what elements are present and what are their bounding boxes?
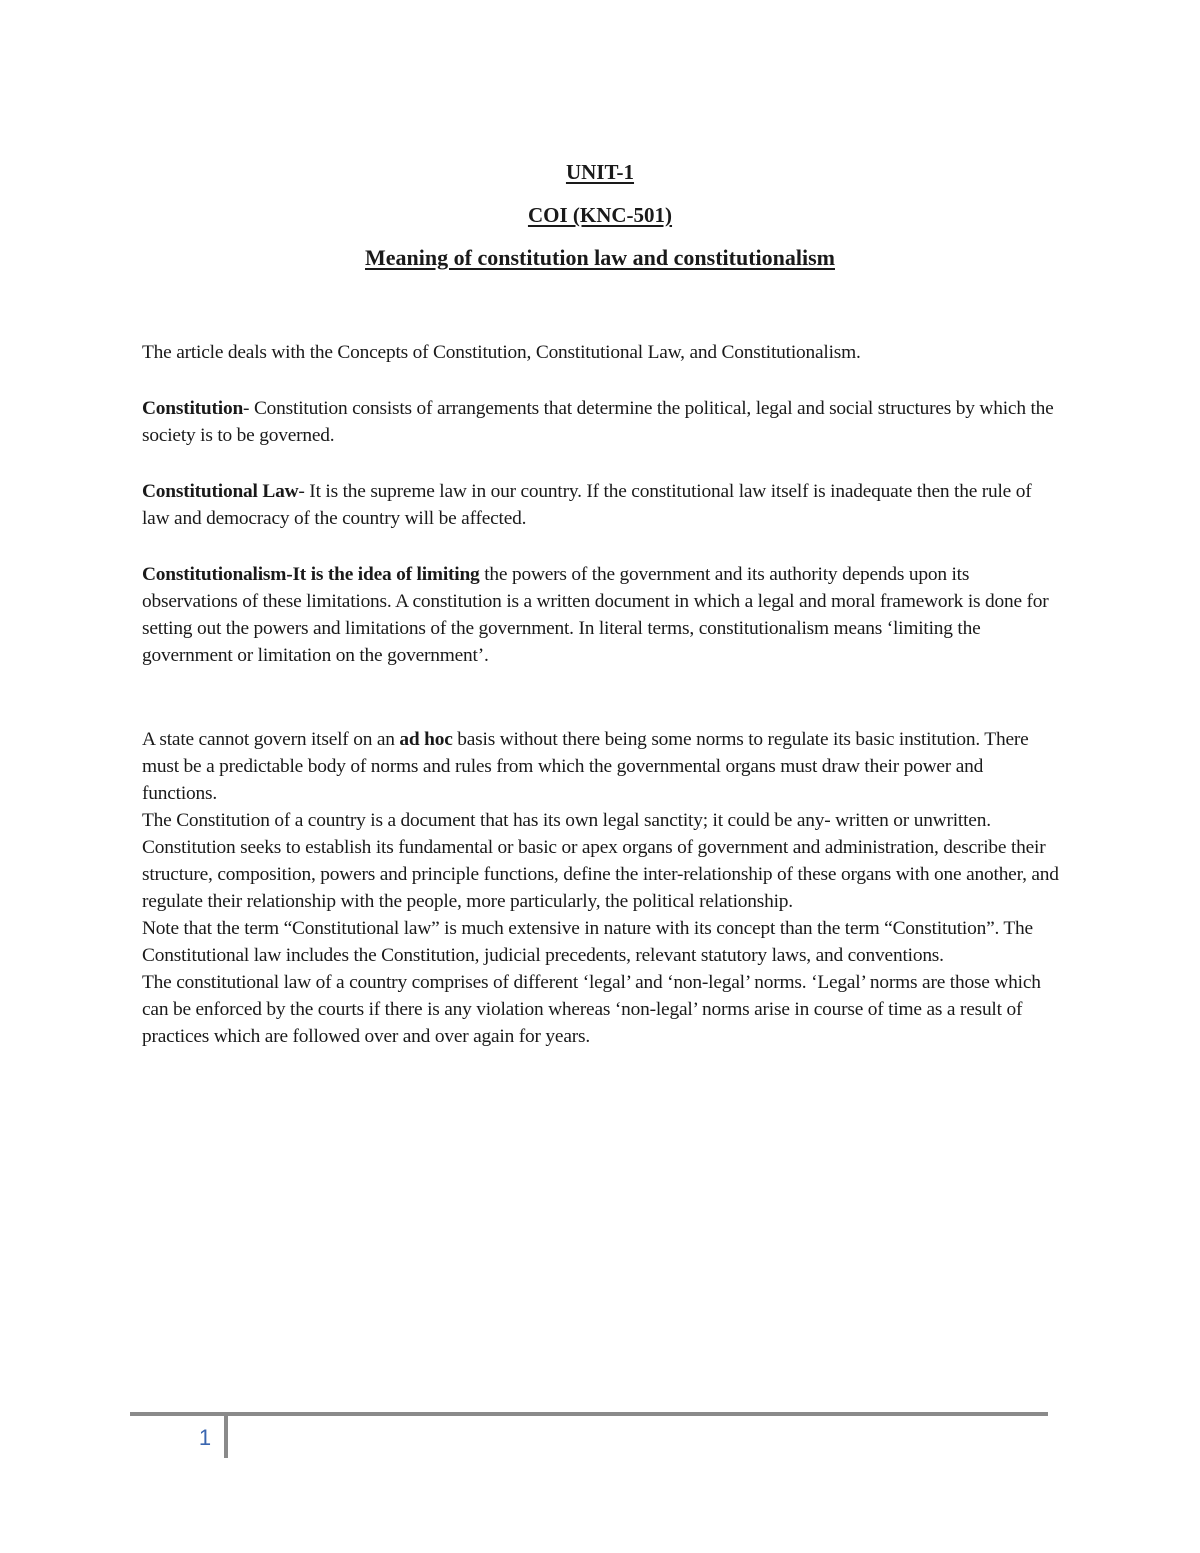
page-number: 1 [198, 1425, 212, 1450]
constitution-paragraph [142, 395, 1062, 449]
adhoc-paragraph [142, 726, 1062, 807]
constitutionalism-definition: the powers of the government and its authority depends upon its observations of these limitations. A constitution is a written document in which a legal and moral framework is done for setting out the powers and limitations of the government. In literal terms, constitutionalism means ‘limiting the government or limitation on the government’. [142, 564, 1049, 666]
adhoc-term: ad hoc [399, 729, 453, 750]
constitutional-law-term: Constitutional Law [142, 481, 299, 502]
intro-paragraph [142, 339, 1062, 366]
constitutional-law-paragraph [142, 478, 1062, 532]
course-code-heading: COI (KNC-501) [527, 203, 673, 227]
unit-heading: UNIT-1 [565, 160, 635, 184]
constitutionalism-paragraph [142, 561, 1062, 669]
footer-divider [224, 1416, 228, 1458]
constitutionalism-term: Constitutionalism-It is the idea of limiting [142, 564, 480, 585]
adhoc-text-before: A state cannot govern itself on an [142, 729, 400, 750]
body-paragraphs [142, 726, 1062, 1050]
legal-norms-paragraph: The constitutional law of a country comprises of different ‘legal’ and ‘non-legal’ norms. ‘Legal’ norms are those which can be enforced by the courts if there is any violation whereas ‘non-legal’ norms arise in course of time as a result of practices which are followed over and over again for years. [142, 972, 1041, 1047]
constitutional-law-definition: - It is the supreme law in our country. If the constitutional law itself is inadequate then the rule of law and democracy of the country will be affected. [142, 481, 1032, 529]
constitution-document-paragraph: The Constitution of a country is a document that has its own legal sanctity; it could be any- written or unwritten. Constitution seeks to establish its fundamental or basic or apex organs of government and administration, describe their structure, composition, powers and principle functions, define the inter-relationship of these organs with one another, and regulate their relationship with the people, more particularly, the political relationship. [142, 810, 1059, 912]
footer-rule [130, 1412, 1048, 1416]
constitution-definition: - Constitution consists of arrangements that determine the political, legal and social structures by which the society is to be governed. [142, 398, 1054, 446]
constitutional-law-note-paragraph: Note that the term “Constitutional law” is much extensive in nature with its concept than the term “Constitution”. The Constitutional law includes the Constitution, judicial precedents, relevant statutory laws, and conventions. [142, 918, 1033, 966]
document-title: Meaning of constitution law and constitutionalism [365, 245, 835, 270]
intro-text: The article deals with the Concepts of Constitution, Constitutional Law, and Constitutionalism. [142, 342, 861, 363]
constitution-term: Constitution [142, 398, 244, 419]
adhoc-text-after: basis without there being some norms to regulate its basic institution. There must be a predictable body of norms and rules from which the governmental organs must draw their power and functions. [142, 729, 1029, 804]
